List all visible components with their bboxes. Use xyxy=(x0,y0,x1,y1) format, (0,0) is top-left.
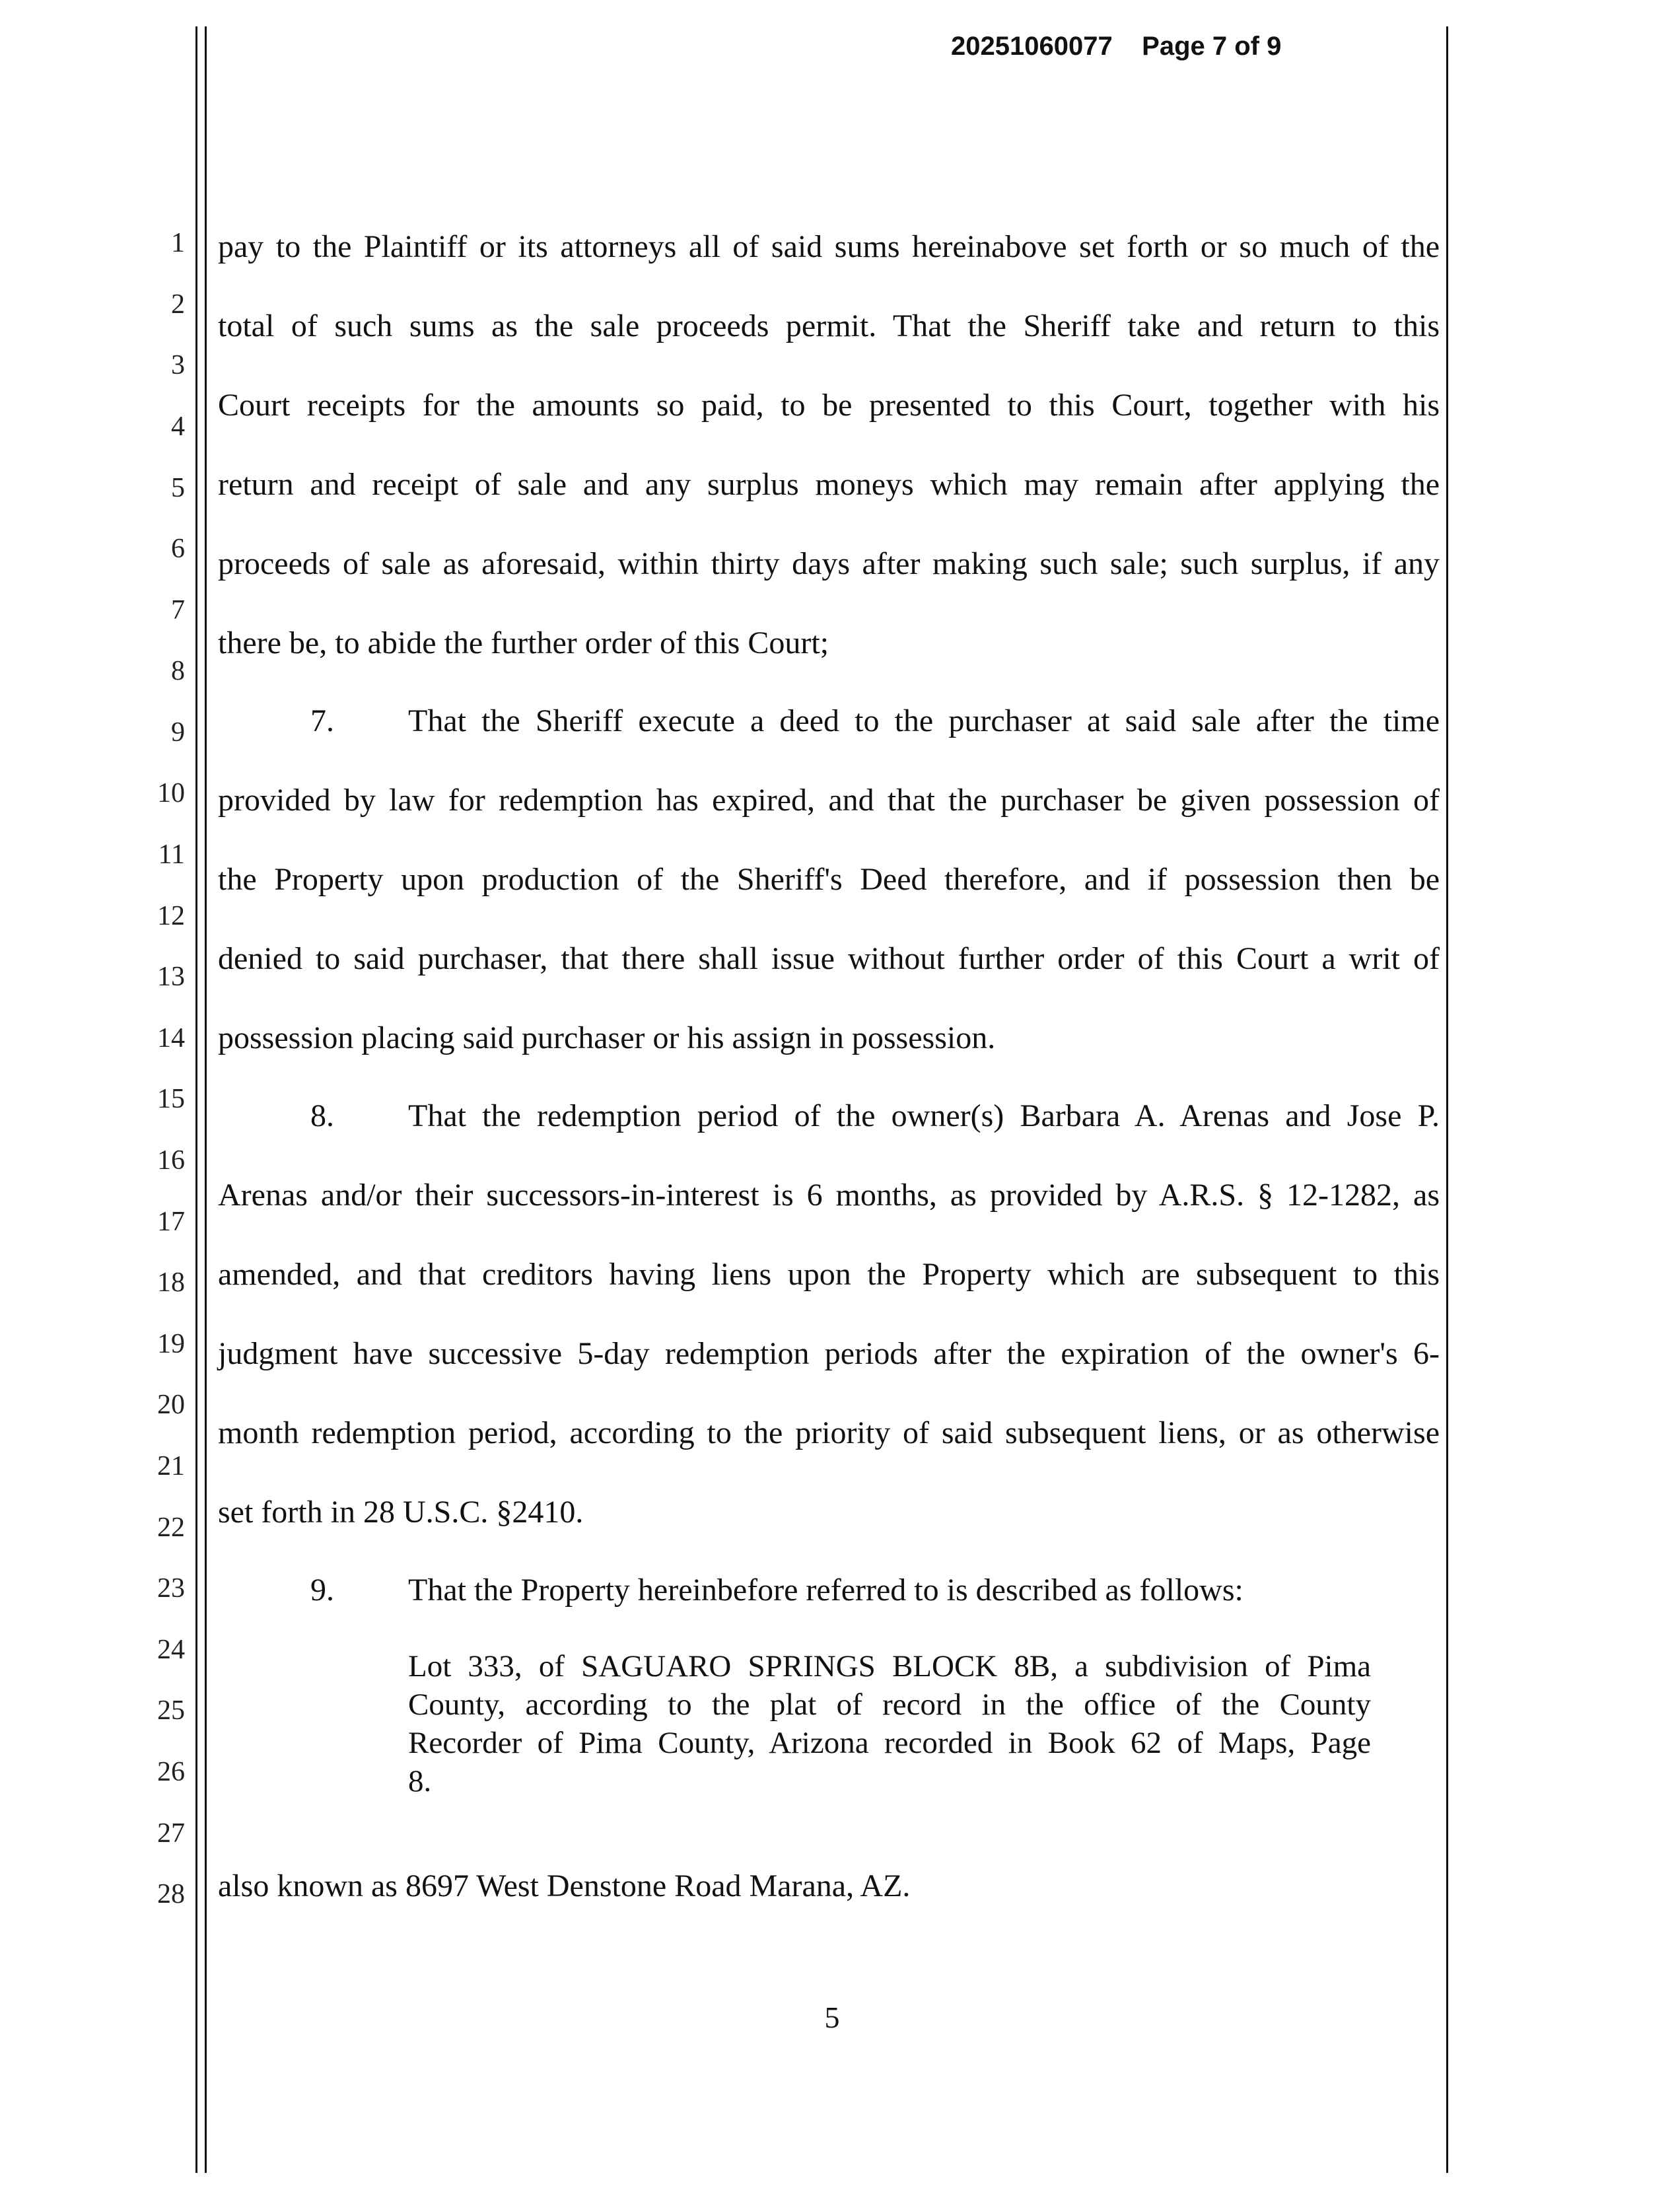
line-number: 8 xyxy=(171,656,185,686)
recording-stamp xyxy=(951,32,1281,61)
line-number: 15 xyxy=(157,1084,185,1114)
text-line: possession placing said purchaser or his assign in possession. xyxy=(218,1020,996,1055)
line-number: 5 xyxy=(171,473,185,503)
line-number: 24 xyxy=(157,1635,185,1665)
line-number: 11 xyxy=(158,839,185,870)
paragraph-number: 8. xyxy=(310,1098,334,1133)
line-number: 16 xyxy=(157,1145,185,1176)
property-address-line: also known as 8697 West Denstone Road Marana, AZ. xyxy=(218,1868,911,1903)
line-number: 23 xyxy=(157,1573,185,1604)
text-line: month redemption period, according to the priority of said subsequent liens, or as otherwise xyxy=(218,1415,1440,1450)
line-number: 14 xyxy=(157,1023,185,1053)
line-number: 1 xyxy=(171,228,185,258)
page-indicator: Page 7 of 9 xyxy=(1142,32,1282,61)
line-number: 28 xyxy=(157,1879,185,1909)
line-number: 20 xyxy=(157,1390,185,1420)
text-line: judgment have successive 5-day redemption periods after the expiration of the owner's 6- xyxy=(218,1336,1440,1371)
line-number: 25 xyxy=(157,1695,185,1726)
text-line: the Property upon production of the Sheriff's Deed therefore, and if possession then be xyxy=(218,862,1440,897)
line-number: 19 xyxy=(157,1329,185,1359)
right-margin-rule xyxy=(1446,26,1448,2173)
line-number: 7 xyxy=(171,595,185,625)
line-number: 22 xyxy=(157,1512,185,1543)
page-number: 5 xyxy=(824,2001,840,2034)
line-number: 13 xyxy=(157,962,185,992)
line-number: 4 xyxy=(171,411,185,442)
text-line: there be, to abide the further order of this Court; xyxy=(218,625,829,660)
text-line: proceeds of sale as aforesaid, within thirty days after making such sale; such surplus, if any xyxy=(218,546,1440,581)
text-line: return and receipt of sale and any surplus moneys which may remain after applying the xyxy=(218,467,1440,502)
paragraph-number: 9. xyxy=(310,1573,334,1608)
text-line: amended, and that creditors having liens upon the Property which are subsequent to this xyxy=(218,1257,1440,1292)
line-number: 18 xyxy=(157,1267,185,1298)
line-number: 2 xyxy=(171,289,185,320)
text-line: Court receipts for the amounts so paid, to be presented to this Court, together with his xyxy=(218,388,1440,423)
line-number: 6 xyxy=(171,534,185,564)
paragraph-number: 7. xyxy=(310,703,334,738)
legal-description-line: Recorder of Pima County, Arizona recorded in Book 62 of Maps, Page xyxy=(408,1726,1371,1760)
line-number: 3 xyxy=(171,350,185,380)
legal-description-line: Lot 333, of SAGUARO SPRINGS BLOCK 8B, a subdivision of Pima xyxy=(408,1649,1371,1684)
text-line: That the Sheriff execute a deed to the purchaser at said sale after the time xyxy=(408,703,1440,738)
line-number: 17 xyxy=(157,1207,185,1237)
text-line: provided by law for redemption has expired, and that the purchaser be given possession of xyxy=(218,783,1440,818)
text-line: total of such sums as the sale proceeds permit. That the Sheriff take and return to this xyxy=(218,308,1440,343)
line-number: 12 xyxy=(157,901,185,931)
line-number: 10 xyxy=(157,778,185,808)
text-line: pay to the Plaintiff or its attorneys all of said sums hereinabove set forth or so much of the xyxy=(218,229,1440,264)
legal-description-line: County, according to the plat of record in the office of the County xyxy=(408,1687,1371,1722)
line-number: 27 xyxy=(157,1818,185,1849)
line-number: 26 xyxy=(157,1757,185,1787)
text-line: Arenas and/or their successors-in-interest is 6 months, as provided by A.R.S. § 12-1282, as xyxy=(218,1178,1440,1213)
line-number: 9 xyxy=(171,717,185,748)
text-line: set forth in 28 U.S.C. §2410. xyxy=(218,1495,584,1530)
left-margin-rule-outer xyxy=(195,26,197,2173)
legal-description-line: 8. xyxy=(408,1764,432,1798)
line-number: 21 xyxy=(157,1451,185,1481)
left-margin-rule-inner xyxy=(205,26,207,2173)
text-line: That the redemption period of the owner(s) Barbara A. Arenas and Jose P. xyxy=(408,1098,1440,1133)
text-line: That the Property hereinbefore referred to is described as follows: xyxy=(408,1573,1243,1608)
document-number: 20251060077 xyxy=(951,32,1113,61)
text-line: denied to said purchaser, that there shall issue without further order of this Court a writ of xyxy=(218,941,1440,976)
